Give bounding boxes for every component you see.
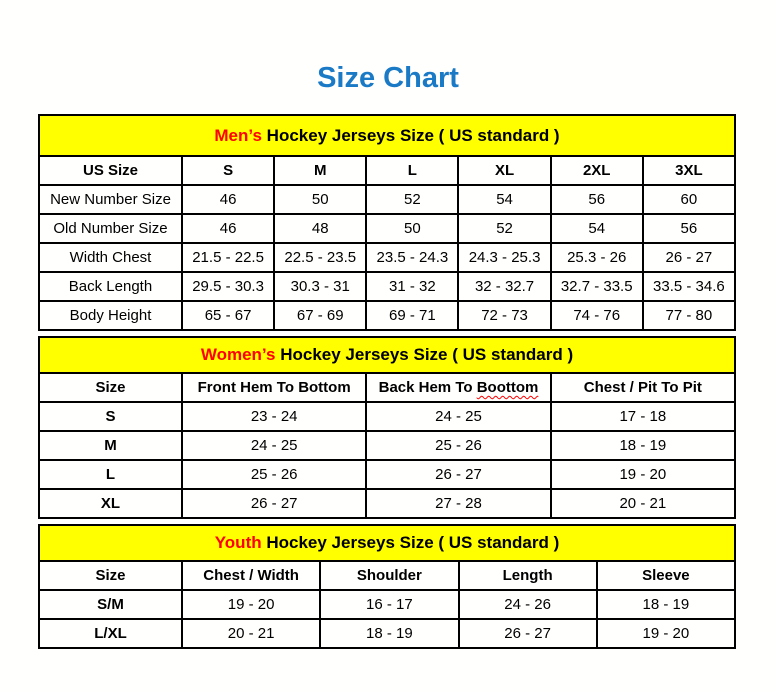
column-header-cell: Sleeve — [597, 561, 735, 590]
size-value-cell: 26 - 27 — [459, 619, 597, 648]
size-value-cell: 56 — [551, 185, 643, 214]
size-value-cell: 16 - 17 — [320, 590, 458, 619]
size-value-cell: 77 - 80 — [643, 301, 735, 330]
size-value-cell: 54 — [458, 185, 550, 214]
size-value-cell: 24 - 25 — [366, 402, 550, 431]
size-value-cell: 23.5 - 24.3 — [366, 243, 458, 272]
column-header-cell: L — [366, 156, 458, 185]
youth-table-title-row — [39, 525, 735, 561]
size-value-cell: 60 — [643, 185, 735, 214]
size-value-cell: 19 - 20 — [597, 619, 735, 648]
row-label-cell: L — [39, 460, 182, 489]
size-value-cell: 18 - 19 — [551, 431, 735, 460]
mens-title-highlight: Men’s — [214, 125, 262, 145]
size-value-cell: 24.3 - 25.3 — [458, 243, 550, 272]
table-row — [39, 185, 735, 214]
table-row — [39, 243, 735, 272]
column-header-cell: Front Hem To Bottom — [182, 373, 366, 402]
size-value-cell: 20 - 21 — [182, 619, 320, 648]
size-value-cell: 52 — [366, 185, 458, 214]
size-value-cell: 19 - 20 — [182, 590, 320, 619]
size-value-cell: 65 - 67 — [182, 301, 274, 330]
youth-title-rest: Hockey Jerseys Size ( US standard ) — [266, 533, 560, 552]
mens-size-table — [38, 114, 736, 331]
table-row — [39, 301, 735, 330]
size-value-cell: 18 - 19 — [320, 619, 458, 648]
column-header-cell: M — [274, 156, 366, 185]
column-header-cell: Chest / Pit To Pit — [551, 373, 735, 402]
womens-title-highlight: Women’s — [200, 345, 276, 364]
column-header-cell: 3XL — [643, 156, 735, 185]
column-header-cell: Shoulder — [320, 561, 458, 590]
column-header-cell: S — [182, 156, 274, 185]
size-value-cell: 74 - 76 — [551, 301, 643, 330]
size-value-cell: 67 - 69 — [274, 301, 366, 330]
mens-table-title — [39, 115, 735, 156]
womens-header-row — [39, 373, 735, 402]
size-value-cell: 48 — [274, 214, 366, 243]
row-label-cell: Body Height — [39, 301, 182, 330]
tables-container — [38, 114, 736, 649]
size-value-cell: 69 - 71 — [366, 301, 458, 330]
table-row — [39, 402, 735, 431]
row-label-cell: M — [39, 431, 182, 460]
size-value-cell: 24 - 26 — [459, 590, 597, 619]
size-value-cell: 33.5 - 34.6 — [643, 272, 735, 301]
back-hem-label: Back Hem To — [378, 379, 473, 396]
womens-table-title — [39, 337, 735, 373]
row-label-cell: New Number Size — [39, 185, 182, 214]
size-value-cell: 25 - 26 — [366, 431, 550, 460]
size-value-cell: 25.3 - 26 — [551, 243, 643, 272]
row-label-cell: Old Number Size — [39, 214, 182, 243]
size-value-cell: 46 — [182, 185, 274, 214]
size-value-cell: 27 - 28 — [366, 489, 550, 518]
size-value-cell: 26 - 27 — [182, 489, 366, 518]
mens-table-title-row — [39, 115, 735, 156]
size-value-cell: 56 — [643, 214, 735, 243]
row-label-cell: Back Length — [39, 272, 182, 301]
column-header-cell: 2XL — [551, 156, 643, 185]
column-header-cell: Size — [39, 561, 182, 590]
womens-table-title-row — [39, 337, 735, 373]
size-value-cell: 50 — [366, 214, 458, 243]
size-value-cell: 18 - 19 — [597, 590, 735, 619]
youth-size-table — [38, 524, 736, 649]
mens-header-row — [39, 156, 735, 185]
size-value-cell: 29.5 - 30.3 — [182, 272, 274, 301]
column-header-cell: Chest / Width — [182, 561, 320, 590]
size-value-cell: 31 - 32 — [366, 272, 458, 301]
row-label-cell: XL — [39, 489, 182, 518]
size-value-cell: 26 - 27 — [366, 460, 550, 489]
size-value-cell: 46 — [182, 214, 274, 243]
size-value-cell: 24 - 25 — [182, 431, 366, 460]
column-header-cell: XL — [458, 156, 550, 185]
size-value-cell: 22.5 - 23.5 — [274, 243, 366, 272]
size-value-cell: 32.7 - 33.5 — [551, 272, 643, 301]
table-row — [39, 489, 735, 518]
womens-title-rest: Hockey Jerseys Size ( US standard ) — [280, 345, 574, 364]
table-row — [39, 431, 735, 460]
size-value-cell: 54 — [551, 214, 643, 243]
row-label-cell: L/XL — [39, 619, 182, 648]
size-value-cell: 17 - 18 — [551, 402, 735, 431]
misspelled-word: Boottom — [476, 379, 539, 396]
size-value-cell: 32 - 32.7 — [458, 272, 550, 301]
column-header-cell: US Size — [39, 156, 182, 185]
table-row — [39, 272, 735, 301]
table-row — [39, 214, 735, 243]
column-header-cell: Length — [459, 561, 597, 590]
youth-header-row — [39, 561, 735, 590]
column-header-cell: Size — [39, 373, 182, 402]
size-value-cell: 52 — [458, 214, 550, 243]
row-label-cell: S — [39, 402, 182, 431]
youth-title-highlight: Youth — [214, 533, 262, 552]
table-row — [39, 460, 735, 489]
mens-title-rest: Hockey Jerseys Size ( US standard ) — [266, 125, 560, 145]
size-value-cell: 72 - 73 — [458, 301, 550, 330]
womens-size-table — [38, 336, 736, 519]
row-label-cell: Width Chest — [39, 243, 182, 272]
row-label-cell: S/M — [39, 590, 182, 619]
table-row — [39, 619, 735, 648]
size-value-cell: 20 - 21 — [551, 489, 735, 518]
page-title: Size Chart — [317, 62, 459, 94]
size-value-cell: 25 - 26 — [182, 460, 366, 489]
column-header-cell — [366, 373, 550, 402]
table-row — [39, 590, 735, 619]
size-value-cell: 21.5 - 22.5 — [182, 243, 274, 272]
size-value-cell: 30.3 - 31 — [274, 272, 366, 301]
youth-table-title — [39, 525, 735, 561]
size-value-cell: 19 - 20 — [551, 460, 735, 489]
size-value-cell: 23 - 24 — [182, 402, 366, 431]
size-value-cell: 26 - 27 — [643, 243, 735, 272]
size-value-cell: 50 — [274, 185, 366, 214]
